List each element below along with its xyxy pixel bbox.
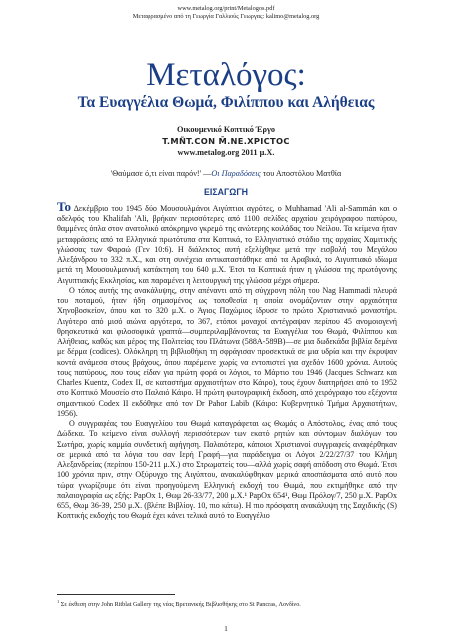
epigraph-tail: του Αποστόλου Ματθία — [260, 168, 342, 178]
paragraph-3: Ο συγγραφέας του Ευαγγελίου του Θωμά καταγράφεται ως Θωμάς ο Απόστολος, ένας από τους Δώδεκα. Το κείμενο είναι συλλογή περισσότερων των εκατό ρητών και σύντομων διαλόγων του Σωτήρα, χωρίς καμμία συνδετική αφήγηση. Παλαιότερα, κάποιοι Χριστιανοί συγγραφείς αναφέρθηκαν σε μερικά από τα λόγια του σαν Ιερή Γραφή—για παράδειγμα οι Λόγοι 2/22/27/37 του Κλήμη Αλεξανδρείας (περίπου 150-211 μ.Χ.) στο Στρωματείς του—αλλά χωρίς σαφή απόδοση στο Θωμά. Έτσι 100 χρόνια πριν, στην Οξύρυγχο της Αιγύπτου, ανακαλύφθηκαν μερικά αποσπάσματα από αυτό που τώρα γνωρίζουμε ότι είναι προηγούμενη Ελληνική εκδοχή του Θωμά, που εκτιμήθηκε από την παλαιογραφία ως εξής: PapOx 1, Θωμ 26-33/77, 200 μ.Χ.¹ PapOx 654¹, Θωμ Πρόλογ/7, 250 μ.Χ. PapOx 655, Θωμ 36-39, 250 μ.Χ. (βλέπε Βιβλίογ. 10, πιο κάτω). Η πιο πρόσφατη ανακάλυψη της Σαχιδικής (S) Κοπτικής εκδοχής του Θωμά έχει κάνει τελικά αυτό το Ευαγγέλιο — [57, 419, 397, 521]
publisher-site: www.metalog.org 2011 μ.Χ. — [177, 147, 275, 157]
header-credit: Μεταφρασμένο από τη Γεωργία Γαλλιούς Γεωργας: kalimo@metalog.org — [132, 13, 320, 20]
epigraph-source: Οι Παραδόσεις — [211, 168, 261, 178]
epigraph-dash: — — [201, 168, 212, 178]
footnote-text: Σε έκθεση στην John Ritblat Gallery της νέας Βρετανικής Βιβλιοθήκης στο St Pancras, Λονδίνο. — [59, 601, 301, 609]
paragraph-2: Ο τόπος αυτής της ανακάλυψης, στην απέναντι από τη σύγχρονη πόλη του Nag Hammadi πλευρά του ποταμού, ήταν ήδη σημασμένος ως τοποθεσία η οποία ονομάζονταν στην αρχαιότητα Χηνοβοσκείον, όπου και το 320 μ.Χ. ο Άγιος Παχώμιος ίδρυσε το πρώτο Χριστιανικό μοναστήρι. Λιγότερο από μισό αιώνα αργότερα, το 367, ετόποι μοναχοί αντέγραψαν περίπου 45 ανομοιογενή θρησκευτικά και φιλοσοφικά γραπτά—συμπεριλαμβάνοντας τα Ευαγγέλια του Θωμά, Φιλίππου και Αλήθειας, καθώς και μέρος της Πολιτείας του Πλάτωνα (588A-589B)—σε μια δωδεκάδα βιβλία δεμένα με δέρμα (codices). Ολόκληρη τη βιβλιοθήκη τη σφράγισαν προσεκτικά σε μια υδρία και την έκρυψαν κοντά ανάμεσα στους βράχους, όπου παρέμεινε χωρίς να εντοπιστεί για σχεδόν 1600 χρόνια. Αυτούς τους παπύρους, που τους είδαν για πρώτη φορά οι λόγιοι, το Μάρτιο του 1946 (Jacques Schwarz και Charles Kuentz, Codex II, σε καταστήμα αρχαιοτήτων στο Κάιρο), τους έχουν διατηρήσει από το 1952 στο Κοπτικό Μουσείο στο Παλαιό Κάιρο. Η πρώτη φωτογραφική έκδοση, από χειρόγραφο του εξέχοντα σημαντικού Codex II εκδόθηκε από τον Dr Pahor Labib (Κάιρο: Κυβερνητικό Τμήμα Αρχαιοτήτων, 1956). — [57, 285, 397, 418]
header-url: www.metalog.org/print/Metalogos.pdf — [177, 5, 275, 12]
footnote — [57, 598, 397, 609]
paragraph-1 — [57, 198, 397, 286]
dropcap-word: Το — [57, 198, 71, 214]
document-title: Μεταλόγος: — [146, 57, 306, 93]
footnote-mark: 1 — [57, 599, 60, 604]
epigraph — [0, 169, 452, 179]
paragraph-1-text: Δεκέμβριο του 1945 δύο Μουσουλμάνοι Αιγύπτιοι αγρότες, ο Muhhamad 'Ali al-Sammán και ο αδελφός του Khalifah 'Ali, βρήκαν περισσότερες από 1100 σελίδες αρχαίου χειρόγραφου παπύρου, θαμμένες όπλα στον ανατολικό απόκρημνο γκρεμό της ανώτερης κοιλάδας του Νείλου. Τα κείμενα ήταν μεταφράσεις από τα Ελληνικά πρωτότυπα στα Κοπτικά, το Ελληνιστικό στάδιο της αρχαίας Χαμιτικής γλώσσας των Φαραώ (Γεν 10:6). Η διάλεκτος αυτή εξελίχθηκε μετά την εισβολή του Μεγάλου Αλεξάνδρου το 332 π.Χ., και στη συνέχεια αντικαταστάθηκε από τα Αραβικά, το Αιγυπτιακό ιδίωμα μετά τη Μουσουλμανική κατάκτηση του 640 μ.Χ. Έτσι τα Κοπτικά ήταν η γλώσσα της πρωτόγονης Αιγυπτιακής Εκκλησίας, και παραμένει η λειτουργική της γλώσσα μέχρι σήμερα. — [57, 203, 397, 285]
section-heading: ΕΙΣΑΓΩΓΗ — [204, 186, 248, 197]
body-text — [57, 198, 397, 522]
page-number: 1 — [224, 624, 228, 633]
document-subtitle: Τα Ευαγγέλια Θωμά, Φιλίππου και Αλήθειας — [77, 94, 375, 111]
publisher-name: Οικουμενικό Κοπτικό Έργο — [176, 125, 276, 134]
page-header — [0, 0, 452, 21]
epigraph-text: 'Θαύμασε ό,τι είναι παρόν!' — [110, 168, 202, 178]
publisher-coptic: T.MÑT.CON M̄.NE.XPICTOC — [162, 136, 290, 147]
footnote-rule — [57, 594, 175, 595]
